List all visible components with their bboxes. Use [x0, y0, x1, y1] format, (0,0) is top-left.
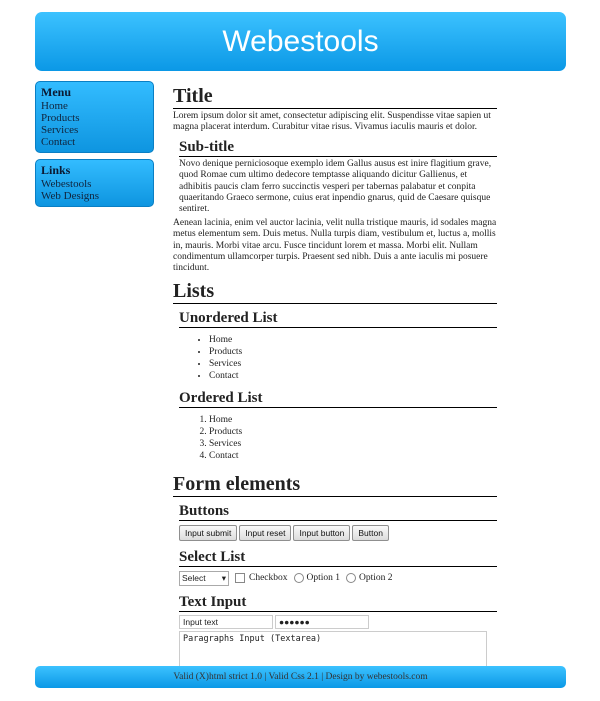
intro-paragraph: Lorem ipsum dolor sit amet, consectetur adipiscing elit. Suspendisse vitae sapien ut magna placerat interdum. Curabitur vitae risus. Vivamus iaculis mauris et dolor.: [173, 111, 491, 133]
select-dropdown[interactable]: [179, 571, 229, 586]
list-item: 3. Services: [209, 438, 497, 450]
lists-heading: Lists: [173, 281, 497, 304]
radio-option-2-label: Option 2: [359, 573, 393, 584]
select-list-heading: Select List: [179, 549, 497, 567]
button[interactable]: Button: [352, 525, 389, 541]
ordered-list-heading: Ordered List: [179, 390, 497, 408]
radio-option-1-label: Option 1: [306, 573, 341, 584]
text-input-heading: Text Input: [179, 594, 497, 612]
list-item: 4. Contact: [209, 450, 497, 462]
input-submit-button[interactable]: Input submit: [179, 525, 237, 541]
site-footer: [35, 666, 566, 688]
links-item-web-designs: [41, 190, 148, 202]
checkbox[interactable]: [235, 573, 245, 583]
links-list: [41, 178, 148, 202]
list-item: • Contact: [209, 370, 497, 382]
unordered-list: [173, 334, 497, 382]
sub-section: [179, 159, 497, 216]
menu-link-products[interactable]: Products: [41, 112, 80, 124]
radio-option-1[interactable]: [294, 573, 304, 583]
menu-item-services: [41, 124, 148, 136]
list-item: 1. Home: [209, 414, 497, 426]
buttons-row: [179, 525, 497, 541]
menu-list: [41, 100, 148, 148]
menu-item-contact: [41, 136, 148, 148]
site-title: Webestools: [222, 25, 379, 58]
menu-link-contact[interactable]: Contact: [41, 136, 76, 148]
page-title: Title: [173, 86, 497, 109]
sidebar: [35, 81, 154, 213]
chevron-down-icon: ▾: [221, 572, 226, 583]
menu-item-home: [41, 100, 148, 112]
input-reset-button[interactable]: Input reset: [239, 525, 291, 541]
list-item: • Services: [209, 358, 497, 370]
textarea[interactable]: Paragraphs Input (Textarea): [179, 631, 487, 687]
list-item: 2. Products: [209, 426, 497, 438]
buttons-heading: Buttons: [179, 503, 497, 521]
password-input[interactable]: ●●●●●●: [275, 615, 369, 629]
text-input[interactable]: Input text: [179, 615, 273, 629]
site-header: [35, 12, 566, 71]
sub-paragraph: Novo denique perniciosoque exemplo idem Gallus ausus est inire flagitium grave, quod Romae cum ultimo dedecore temptasse aliquando dicitur Gallienus, et adhibitis paucis clam ferro succinctis vesperi per tabernas palabatur et conpita quaeritando Graeco sermone, cuius erat inpendio gnarus, quid de Caesare quisque sentiret.: [179, 158, 492, 215]
text-input-row: [179, 615, 497, 629]
main-content: [173, 86, 497, 687]
select-row: [179, 571, 497, 586]
checkbox-label: Checkbox: [249, 573, 288, 584]
link-webestools[interactable]: Webestools: [41, 178, 92, 190]
menu-heading: Menu: [41, 85, 71, 99]
list-item: • Products: [209, 346, 497, 358]
subtitle-heading: Sub-title: [179, 139, 497, 157]
link-web-designs[interactable]: Web Designs: [41, 190, 100, 202]
menu-link-home[interactable]: Home: [41, 100, 68, 112]
radio-option-2[interactable]: [346, 573, 356, 583]
list-item: • Home: [209, 334, 497, 346]
select-value: Select: [182, 573, 206, 584]
ordered-list: [173, 414, 497, 462]
links-box: [35, 159, 154, 207]
menu-item-products: [41, 112, 148, 124]
menu-box: [35, 81, 154, 153]
form-elements-heading: Form elements: [173, 474, 497, 497]
unordered-list-heading: Unordered List: [179, 310, 497, 328]
footer-text: Valid (X)html strict 1.0 | Valid Css 2.1 | Design by webestools.com: [173, 672, 428, 682]
menu-link-services[interactable]: Services: [41, 124, 79, 136]
input-button[interactable]: Input button: [293, 525, 350, 541]
links-heading: Links: [41, 163, 71, 177]
links-item-webestools: [41, 178, 148, 190]
outro-paragraph: Aenean lacinia, enim vel auctor lacinia, velit nulla tristique mauris, id sodales magna metus elementum sem. Duis metus. Nulla turpis diam, vestibulum et, luctus a, mollis in, mauris. Morbi vitae arcu. Fusce tincidunt lorem et massa. Morbi elit. Nullam condimentum ullamcorper turpis. Praesent sed nibh. Duis a ante iaculis mi posuere tincidunt.: [173, 217, 497, 274]
